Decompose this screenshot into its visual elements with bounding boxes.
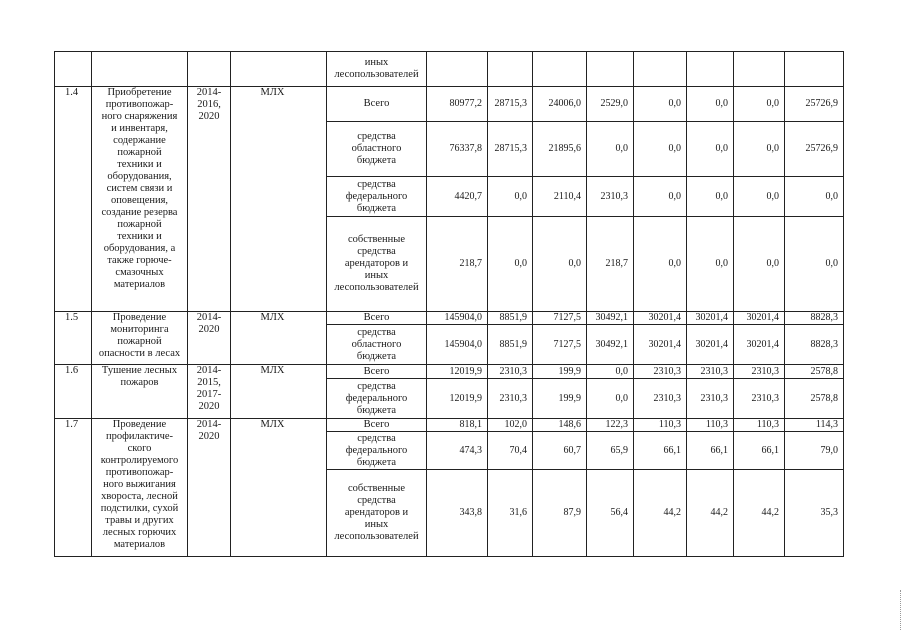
budget-table	[54, 51, 844, 557]
table-row	[55, 312, 844, 325]
executor: МЛХ	[231, 312, 327, 365]
funding-source: средства федерального бюджета	[327, 379, 427, 419]
value-cell: 21895,6	[533, 122, 587, 177]
value-cell: 44,2	[687, 470, 734, 557]
scan-edge-marks	[897, 590, 901, 630]
value-cell: 4420,7	[427, 177, 488, 217]
row-number: 1.5	[55, 312, 92, 365]
value-cell: 2310,3	[587, 177, 634, 217]
value-cell: 56,4	[587, 470, 634, 557]
funding-source: Всего	[327, 312, 427, 325]
value-cell: 0,0	[734, 177, 785, 217]
value-cell: 110,3	[734, 419, 785, 432]
value-cell: 30201,4	[734, 312, 785, 325]
value-cell: 2578,8	[785, 379, 844, 419]
value-cell: 70,4	[488, 432, 533, 470]
period: 2014- 2020	[188, 419, 231, 557]
value-cell: 25726,9	[785, 87, 844, 122]
value-cell: 0,0	[634, 177, 687, 217]
value-cell: 0,0	[734, 122, 785, 177]
value-cell: 818,1	[427, 419, 488, 432]
value-cell: 30201,4	[634, 325, 687, 365]
value-cell: 218,7	[427, 217, 488, 312]
row-number: 1.4	[55, 87, 92, 312]
value-cell: 0,0	[634, 87, 687, 122]
value-cell: 0,0	[687, 177, 734, 217]
value-cell: 122,3	[587, 419, 634, 432]
value-cell: 24006,0	[533, 87, 587, 122]
funding-source: Всего	[327, 365, 427, 379]
executor: МЛХ	[231, 87, 327, 312]
value-cell	[734, 52, 785, 87]
value-cell	[488, 52, 533, 87]
row-number: 1.6	[55, 365, 92, 419]
value-cell: 474,3	[427, 432, 488, 470]
value-cell: 2310,3	[734, 379, 785, 419]
value-cell: 44,2	[634, 470, 687, 557]
funding-source: собственные средства арендаторов и иных лесопользователей	[327, 470, 427, 557]
value-cell: 44,2	[734, 470, 785, 557]
value-cell	[587, 52, 634, 87]
value-cell: 12019,9	[427, 379, 488, 419]
value-cell: 110,3	[634, 419, 687, 432]
value-cell: 0,0	[687, 217, 734, 312]
value-cell: 199,9	[533, 365, 587, 379]
value-cell: 102,0	[488, 419, 533, 432]
value-cell	[427, 52, 488, 87]
value-cell: 2310,3	[687, 365, 734, 379]
value-cell: 2310,3	[634, 379, 687, 419]
value-cell: 218,7	[587, 217, 634, 312]
value-cell	[687, 52, 734, 87]
value-cell: 0,0	[687, 87, 734, 122]
funding-source: Всего	[327, 87, 427, 122]
value-cell: 0,0	[587, 122, 634, 177]
value-cell: 8851,9	[488, 312, 533, 325]
value-cell: 0,0	[785, 177, 844, 217]
executor: МЛХ	[231, 365, 327, 419]
value-cell: 66,1	[634, 432, 687, 470]
period: 2014- 2015, 2017- 2020	[188, 365, 231, 419]
table-body	[55, 52, 844, 557]
value-cell: 66,1	[687, 432, 734, 470]
period: 2014- 2016, 2020	[188, 87, 231, 312]
value-cell: 199,9	[533, 379, 587, 419]
value-cell: 0,0	[587, 365, 634, 379]
value-cell: 2310,3	[634, 365, 687, 379]
value-cell: 87,9	[533, 470, 587, 557]
row-number: 1.7	[55, 419, 92, 557]
value-cell: 31,6	[488, 470, 533, 557]
executor	[231, 52, 327, 87]
executor: МЛХ	[231, 419, 327, 557]
value-cell: 0,0	[687, 122, 734, 177]
value-cell: 2310,3	[687, 379, 734, 419]
funding-source: собственные средства арендаторов и иных лесопользователей	[327, 217, 427, 312]
value-cell: 12019,9	[427, 365, 488, 379]
value-cell: 2310,3	[734, 365, 785, 379]
value-cell: 60,7	[533, 432, 587, 470]
value-cell	[634, 52, 687, 87]
value-cell	[533, 52, 587, 87]
value-cell: 30492,1	[587, 312, 634, 325]
value-cell: 0,0	[634, 122, 687, 177]
funding-source: иных лесопользователей	[327, 52, 427, 87]
value-cell: 76337,8	[427, 122, 488, 177]
table-row	[55, 419, 844, 432]
value-cell: 35,3	[785, 470, 844, 557]
value-cell: 8851,9	[488, 325, 533, 365]
value-cell: 2529,0	[587, 87, 634, 122]
value-cell: 7127,5	[533, 312, 587, 325]
value-cell: 148,6	[533, 419, 587, 432]
value-cell: 2310,3	[488, 365, 533, 379]
value-cell: 0,0	[533, 217, 587, 312]
measure-name: Проведение профилактиче- ского контролируемого противопожар- ного выжигания хвороста, лесной подстилки, сухой травы и других лесных горючих материалов	[92, 419, 188, 557]
period: 2014- 2020	[188, 312, 231, 365]
value-cell: 30201,4	[687, 325, 734, 365]
value-cell: 30201,4	[634, 312, 687, 325]
value-cell: 30201,4	[687, 312, 734, 325]
funding-source: средства федерального бюджета	[327, 432, 427, 470]
value-cell: 30201,4	[734, 325, 785, 365]
value-cell: 114,3	[785, 419, 844, 432]
value-cell: 0,0	[488, 217, 533, 312]
value-cell	[785, 52, 844, 87]
period	[188, 52, 231, 87]
funding-source: Всего	[327, 419, 427, 432]
measure-name	[92, 52, 188, 87]
funding-source: средства областного бюджета	[327, 325, 427, 365]
value-cell: 145904,0	[427, 312, 488, 325]
value-cell: 0,0	[785, 217, 844, 312]
value-cell: 28715,3	[488, 122, 533, 177]
row-number	[55, 52, 92, 87]
value-cell: 0,0	[634, 217, 687, 312]
value-cell: 2110,4	[533, 177, 587, 217]
value-cell: 28715,3	[488, 87, 533, 122]
funding-source: средства федерального бюджета	[327, 177, 427, 217]
funding-source: средства областного бюджета	[327, 122, 427, 177]
measure-name: Тушение лесных пожаров	[92, 365, 188, 419]
value-cell: 2310,3	[488, 379, 533, 419]
value-cell: 110,3	[687, 419, 734, 432]
value-cell: 79,0	[785, 432, 844, 470]
value-cell: 25726,9	[785, 122, 844, 177]
value-cell: 30492,1	[587, 325, 634, 365]
value-cell: 0,0	[734, 217, 785, 312]
value-cell: 343,8	[427, 470, 488, 557]
table-row	[55, 365, 844, 379]
value-cell: 7127,5	[533, 325, 587, 365]
value-cell: 145904,0	[427, 325, 488, 365]
measure-name: Проведение мониторинга пожарной опасности в лесах	[92, 312, 188, 365]
value-cell: 8828,3	[785, 312, 844, 325]
value-cell: 0,0	[488, 177, 533, 217]
value-cell: 2578,8	[785, 365, 844, 379]
value-cell: 80977,2	[427, 87, 488, 122]
value-cell: 0,0	[587, 379, 634, 419]
measure-name: Приобретение противопожар- ного снаряжения и инвентаря, содержание пожарной техники и оборудования, систем связи и оповещения, создание резерва пожарной техники и оборудования, а также горюче- смазочных материалов	[92, 87, 188, 312]
value-cell: 8828,3	[785, 325, 844, 365]
table-row	[55, 87, 844, 122]
table-row	[55, 52, 844, 87]
value-cell: 0,0	[734, 87, 785, 122]
value-cell: 65,9	[587, 432, 634, 470]
value-cell: 66,1	[734, 432, 785, 470]
